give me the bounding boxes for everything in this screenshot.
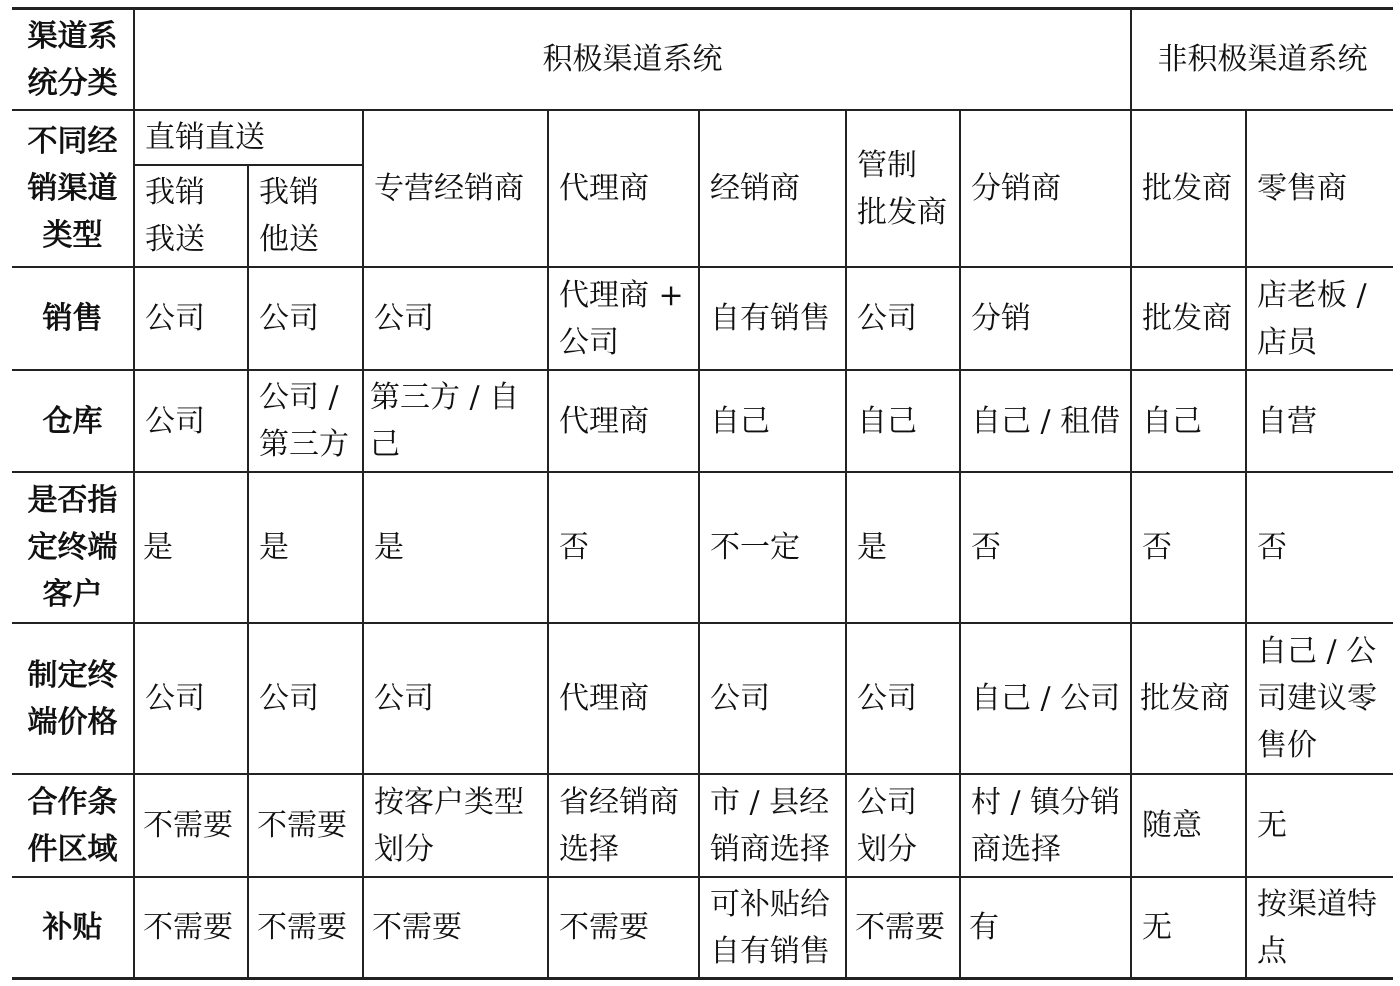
table-cell: 村 / 镇分销 商选择 <box>971 784 1121 867</box>
table-cell: 分销 <box>971 301 1031 336</box>
row-label-cooperation-area: 合作条 件区域 <box>27 784 118 867</box>
header-active-system: 积极渠道系统 <box>542 42 723 77</box>
table-cell: 代理商 <box>559 681 649 716</box>
table-cell: 是 <box>374 530 404 565</box>
type-agent: 代理商 <box>559 171 649 206</box>
table-cell: 公司 <box>857 301 917 336</box>
table-cell: 代理商 <box>559 403 649 439</box>
table-cell: 不需要 <box>143 808 233 843</box>
rule-bottom <box>12 977 1393 980</box>
type-self-sell-self-ship: 我销 我送 <box>145 175 205 257</box>
table-cell: 公司 <box>374 681 434 716</box>
row-label-designated-customer: 是否指 定终端 客户 <box>27 483 118 612</box>
table-cell: 市 / 县经 销商选择 <box>710 784 830 867</box>
table-cell: 随意 <box>1142 808 1202 843</box>
table-cell: 公司 <box>374 301 434 336</box>
header-inactive-system: 非积极渠道系统 <box>1157 42 1368 77</box>
table-cell: 是 <box>857 530 887 565</box>
table-cell: 按客户类型 划分 <box>374 784 524 867</box>
table-cell: 不需要 <box>855 910 945 945</box>
table-cell: 自有销售 <box>710 301 830 336</box>
table-cell: 公司 <box>145 681 205 716</box>
table-cell: 公司 <box>145 301 205 336</box>
type-dealer: 经销商 <box>710 171 800 206</box>
table-cell: 公司 <box>145 403 205 439</box>
table-cell: 无 <box>1142 910 1172 945</box>
table-cell: 按渠道特 点 <box>1257 886 1377 969</box>
table-cell: 自己 / 租借 <box>971 403 1121 439</box>
table-cell: 自己 <box>710 403 770 439</box>
table-cell: 是 <box>259 530 289 565</box>
table-cell: 公司 划分 <box>857 784 917 867</box>
table-cell: 批发商 <box>1140 681 1230 716</box>
table-cell: 否 <box>559 530 589 565</box>
row-label-terminal-price: 制定终 端价格 <box>27 657 118 740</box>
table-cell: 自己 / 公司 <box>971 681 1121 716</box>
table-cell: 公司 <box>259 681 319 716</box>
table-cell: 可补贴给 自有销售 <box>710 886 830 969</box>
table-cell: 是 <box>143 530 173 565</box>
type-controlled-wholesaler: 管制 批发商 <box>857 147 947 230</box>
table-cell: 不一定 <box>710 530 800 565</box>
table-cell: 省经销商 选择 <box>559 784 679 867</box>
table-cell: 否 <box>1142 530 1172 565</box>
table-cell: 无 <box>1257 808 1287 843</box>
table-cell: 第三方 / 自己 <box>370 380 520 462</box>
row-label-sales: 销售 <box>42 301 103 336</box>
type-distributor: 分销商 <box>971 171 1061 206</box>
table-cell: 自营 <box>1257 403 1317 439</box>
types-row-label: 不同经 销渠道 类型 <box>27 124 118 253</box>
table-cell: 不需要 <box>257 910 347 945</box>
table-cell: 代理商 + 公司 <box>559 277 684 360</box>
row-label-subsidy: 补贴 <box>42 910 103 945</box>
table-cell: 自己 / 公 司建议零 售价 <box>1257 634 1377 763</box>
table-cell: 否 <box>1257 530 1287 565</box>
type-self-sell-other-ship: 我销 他送 <box>259 175 319 257</box>
table-cell: 店老板 / 店员 <box>1257 277 1367 360</box>
table-cell: 公司 <box>710 681 770 716</box>
type-direct-group: 直销直送 <box>145 120 265 155</box>
type-retailer: 零售商 <box>1257 171 1347 206</box>
type-exclusive-dealer: 专营经销商 <box>374 171 524 206</box>
table-cell: 自己 <box>1142 403 1202 439</box>
table-cell: 不需要 <box>559 910 649 945</box>
table-cell: 不需要 <box>257 808 347 843</box>
table-cell: 否 <box>971 530 1001 565</box>
row-label-warehouse: 仓库 <box>42 403 103 439</box>
header-classification: 渠道系 统分类 <box>27 18 118 101</box>
table-cell: 批发商 <box>1142 301 1232 336</box>
table-cell: 自己 <box>857 403 917 439</box>
table-cell: 不需要 <box>372 910 462 945</box>
table-cell: 公司 <box>857 681 917 716</box>
table-cell: 不需要 <box>143 910 233 945</box>
type-wholesaler: 批发商 <box>1142 171 1232 206</box>
table-cell: 公司 / 第三方 <box>259 380 349 462</box>
table-cell: 有 <box>969 910 999 945</box>
table-cell: 公司 <box>259 301 319 336</box>
